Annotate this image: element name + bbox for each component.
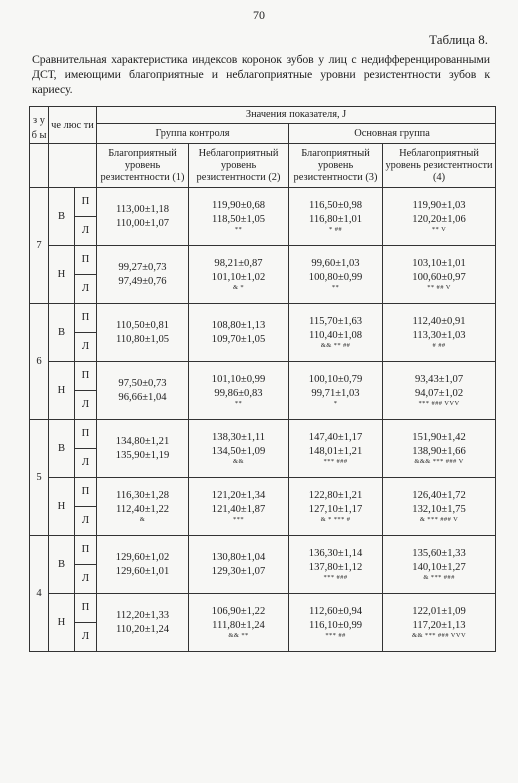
significance-marks: && ** bbox=[228, 632, 249, 639]
value-cell bbox=[383, 188, 496, 246]
value-lower: 137,80±1,12 bbox=[308, 562, 363, 573]
value-cell bbox=[383, 594, 496, 652]
value-lower: 113,30±1,03 bbox=[412, 330, 466, 341]
significance-marks: && ** ## bbox=[320, 342, 351, 349]
value-cell bbox=[97, 246, 189, 304]
value-upper: 119,90±0,68 bbox=[211, 200, 266, 211]
side-label-lower: Л bbox=[75, 391, 97, 420]
side-label-upper: П bbox=[75, 304, 97, 333]
value-lower: 120,20±1,06 bbox=[412, 214, 466, 225]
table-row bbox=[30, 594, 496, 623]
significance-marks: *** ### bbox=[323, 458, 348, 465]
value-cell bbox=[189, 304, 289, 362]
value-lower: 134,50±1,09 bbox=[211, 446, 266, 457]
side-label-lower: Л bbox=[75, 275, 97, 304]
value-cell bbox=[97, 478, 189, 536]
jaw-label: В bbox=[49, 304, 75, 362]
value-lower: 138,90±1,66 bbox=[412, 446, 466, 457]
significance-marks: & *** ### bbox=[423, 574, 455, 581]
value-cell bbox=[383, 304, 496, 362]
tooth-number: 7 bbox=[30, 188, 49, 304]
value-cell bbox=[289, 246, 383, 304]
group-control-header: Группа контроля bbox=[97, 124, 289, 144]
table-row bbox=[30, 304, 496, 333]
significance-marks: ** bbox=[331, 284, 340, 291]
value-upper: 99,60±1,03 bbox=[311, 258, 360, 269]
value-lower: 129,30±1,07 bbox=[211, 565, 266, 577]
value-cell bbox=[189, 362, 289, 420]
side-label-upper: П bbox=[75, 594, 97, 623]
value-upper: 106,90±1,22 bbox=[211, 606, 266, 617]
side-label-upper: П bbox=[75, 246, 97, 275]
col3-header: Благоприятный уровень резистентности (3) bbox=[289, 144, 383, 188]
value-cell bbox=[189, 594, 289, 652]
table-row bbox=[30, 362, 496, 391]
table-row bbox=[30, 246, 496, 275]
tooth-number: 4 bbox=[30, 536, 49, 652]
significance-marks: & *** ### V bbox=[419, 516, 459, 523]
value-cell bbox=[289, 536, 383, 594]
value-lower: 129,60±1,01 bbox=[115, 565, 170, 577]
value-cell bbox=[383, 536, 496, 594]
value-upper: 103,10±1,01 bbox=[412, 258, 466, 269]
value-cell bbox=[289, 188, 383, 246]
value-cell bbox=[289, 362, 383, 420]
value-cell bbox=[97, 362, 189, 420]
significance-marks: *** ### bbox=[323, 574, 348, 581]
value-upper: 110,50±0,81 bbox=[115, 319, 170, 331]
jaw-label: В bbox=[49, 536, 75, 594]
jaw-label: В bbox=[49, 420, 75, 478]
value-upper: 112,20±1,33 bbox=[115, 609, 170, 621]
value-cell bbox=[97, 594, 189, 652]
value-lower: 117,20±1,13 bbox=[412, 620, 466, 631]
significance-marks: ** bbox=[234, 226, 243, 233]
significance-marks: && bbox=[233, 458, 244, 465]
jaw-header: че люс ти bbox=[49, 107, 97, 144]
value-cell bbox=[289, 420, 383, 478]
value-upper: 119,90±1,03 bbox=[412, 200, 466, 211]
side-label-upper: П bbox=[75, 420, 97, 449]
value-lower: 116,10±0,99 bbox=[308, 620, 363, 631]
value-lower: 148,01±1,21 bbox=[308, 446, 363, 457]
side-label-lower: Л bbox=[75, 623, 97, 652]
value-upper: 98,21±0,87 bbox=[214, 258, 263, 269]
value-lower: 101,10±1,02 bbox=[211, 272, 266, 283]
value-upper: 108,80±1,13 bbox=[211, 319, 266, 331]
value-cell bbox=[189, 420, 289, 478]
value-lower: 100,60±0,97 bbox=[412, 272, 466, 283]
table-row bbox=[30, 188, 496, 217]
value-upper: 116,50±0,98 bbox=[308, 200, 363, 211]
side-label-upper: П bbox=[75, 536, 97, 565]
value-upper: 126,40±1,72 bbox=[412, 490, 466, 501]
tooth-number: 5 bbox=[30, 420, 49, 536]
value-upper: 97,50±0,73 bbox=[118, 377, 167, 389]
significance-marks: * bbox=[333, 400, 338, 407]
value-upper: 112,60±0,94 bbox=[308, 606, 363, 617]
value-cell bbox=[383, 246, 496, 304]
significance-marks: &&& *** ### V bbox=[414, 458, 464, 465]
value-lower: 97,49±0,76 bbox=[118, 275, 167, 287]
side-label-upper: П bbox=[75, 188, 97, 217]
value-cell bbox=[289, 594, 383, 652]
table-row bbox=[30, 536, 496, 565]
value-lower: 99,71±1,03 bbox=[311, 388, 360, 399]
value-cell bbox=[97, 304, 189, 362]
side-label-lower: Л bbox=[75, 217, 97, 246]
value-cell bbox=[97, 420, 189, 478]
jaw-label: Н bbox=[49, 362, 75, 420]
value-lower: 132,10±1,75 bbox=[412, 504, 466, 515]
significance-marks: *** ### VVV bbox=[418, 400, 460, 407]
significance-marks: & * bbox=[232, 284, 245, 291]
value-upper: 134,80±1,21 bbox=[115, 435, 170, 447]
significance-marks: ** V bbox=[431, 226, 447, 233]
value-upper: 93,43±1,07 bbox=[414, 374, 464, 385]
table-caption: Сравнительная характеристика индексов коронок зубов у лиц с недифференцированными ДСТ, имеющими благоприятные и неблагоприятные уровни резистентности зубов к кариесу. bbox=[32, 52, 490, 96]
values-header: Значения показателя, J bbox=[97, 107, 496, 124]
value-cell bbox=[189, 188, 289, 246]
value-upper: 116,30±1,28 bbox=[115, 490, 170, 501]
value-upper: 151,90±1,42 bbox=[412, 432, 466, 443]
value-upper: 130,80±1,04 bbox=[211, 551, 266, 563]
value-cell bbox=[289, 478, 383, 536]
value-upper: 121,20±1,34 bbox=[211, 490, 266, 501]
value-upper: 122,80±1,21 bbox=[308, 490, 363, 501]
value-lower: 96,66±1,04 bbox=[118, 391, 167, 403]
value-lower: 110,20±1,24 bbox=[115, 623, 170, 635]
side-label-lower: Л bbox=[75, 507, 97, 536]
significance-marks: ** ## V bbox=[427, 284, 451, 291]
value-lower: 111,80±1,24 bbox=[212, 620, 265, 631]
value-upper: 138,30±1,11 bbox=[211, 432, 266, 443]
value-cell bbox=[97, 536, 189, 594]
jaw-label: Н bbox=[49, 478, 75, 536]
value-cell bbox=[383, 420, 496, 478]
value-lower: 110,00±1,07 bbox=[115, 217, 170, 229]
value-lower: 140,10±1,27 bbox=[412, 562, 466, 573]
value-cell bbox=[189, 478, 289, 536]
value-upper: 112,40±0,91 bbox=[412, 316, 466, 327]
value-lower: 110,40±1,08 bbox=[308, 330, 363, 341]
teeth-header: з у б ы bbox=[30, 107, 49, 144]
value-cell bbox=[189, 246, 289, 304]
value-lower: 109,70±1,05 bbox=[211, 333, 266, 345]
value-lower: 118,50±1,05 bbox=[211, 214, 266, 225]
value-lower: 99,86±0,83 bbox=[214, 388, 263, 399]
value-cell bbox=[383, 362, 496, 420]
value-upper: 136,30±1,14 bbox=[308, 548, 363, 559]
jaw-label: Н bbox=[49, 246, 75, 304]
side-label-upper: П bbox=[75, 478, 97, 507]
value-upper: 129,60±1,02 bbox=[115, 551, 170, 563]
value-upper: 115,70±1,63 bbox=[308, 316, 363, 327]
tooth-number: 6 bbox=[30, 304, 49, 420]
value-lower: 94,07±1,02 bbox=[414, 388, 464, 399]
jaw-label: Н bbox=[49, 594, 75, 652]
value-upper: 135,60±1,33 bbox=[412, 548, 466, 559]
value-lower: 127,10±1,17 bbox=[308, 504, 363, 515]
significance-marks: && *** ### VVV bbox=[412, 632, 467, 639]
value-upper: 101,10±0,99 bbox=[211, 374, 266, 385]
value-upper: 122,01±1,09 bbox=[412, 606, 466, 617]
significance-marks: *** ## bbox=[325, 632, 346, 639]
value-upper: 100,10±0,79 bbox=[308, 374, 363, 385]
value-cell bbox=[97, 188, 189, 246]
significance-marks: & * *** # bbox=[320, 516, 351, 523]
value-cell bbox=[289, 304, 383, 362]
value-upper: 99,27±0,73 bbox=[118, 261, 167, 273]
side-label-lower: Л bbox=[75, 565, 97, 594]
table-label: Таблица 8. bbox=[429, 32, 488, 47]
value-cell bbox=[189, 536, 289, 594]
significance-marks: * ## bbox=[329, 226, 342, 233]
side-label-lower: Л bbox=[75, 333, 97, 362]
value-lower: 116,80±1,01 bbox=[308, 214, 363, 225]
significance-marks: ** bbox=[234, 400, 243, 407]
value-lower: 110,80±1,05 bbox=[115, 333, 170, 345]
significance-marks: # ## bbox=[432, 342, 446, 349]
value-upper: 147,40±1,17 bbox=[308, 432, 363, 443]
value-upper: 113,00±1,18 bbox=[115, 203, 170, 215]
significance-marks: & bbox=[139, 516, 146, 523]
value-lower: 100,80±0,99 bbox=[308, 272, 363, 283]
col2-header: Неблагоприятный уровень резистентности (2) bbox=[189, 144, 289, 188]
table-row bbox=[30, 420, 496, 449]
col1-header: Благоприятный уровень резистентности (1) bbox=[97, 144, 189, 188]
jaw-label: В bbox=[49, 188, 75, 246]
index-table bbox=[29, 106, 496, 652]
value-lower: 121,40±1,87 bbox=[211, 504, 266, 515]
value-lower: 135,90±1,19 bbox=[115, 449, 170, 461]
group-main-header: Основная группа bbox=[289, 124, 496, 144]
col4-header: Неблагоприятный уровень резистентности (4) bbox=[383, 144, 496, 188]
value-lower: 112,40±1,22 bbox=[115, 504, 170, 515]
side-label-lower: Л bbox=[75, 449, 97, 478]
table-row bbox=[30, 478, 496, 507]
side-label-upper: П bbox=[75, 362, 97, 391]
significance-marks: *** bbox=[233, 516, 244, 523]
page-number: 70 bbox=[253, 8, 265, 22]
value-cell bbox=[383, 478, 496, 536]
